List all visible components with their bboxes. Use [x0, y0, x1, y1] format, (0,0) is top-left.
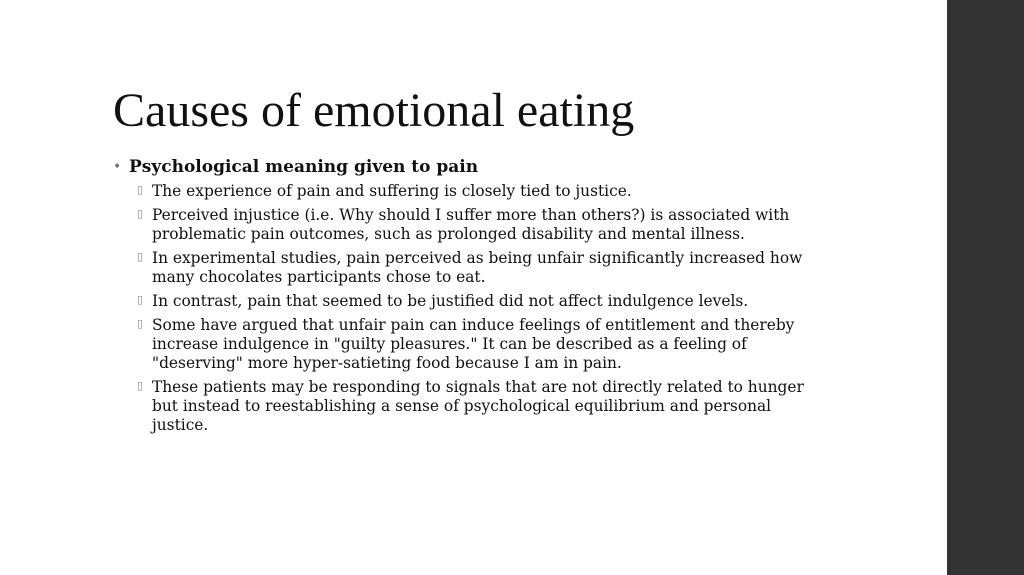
sub-bullet-icon: ▯ — [137, 293, 144, 306]
sub-bullet-icon: ▯ — [137, 250, 144, 263]
sub-bullet-icon: ▯ — [137, 379, 144, 392]
sub-bullet-list — [113, 182, 833, 435]
list-item — [113, 182, 832, 201]
side-bar — [947, 0, 1024, 575]
slide-content — [113, 156, 833, 440]
list-item-text: Some have argued that unfair pain can induce feelings of entitlement and thereby increase indulgence in "guilty pleasures." It can be described as a feeling of "deserving" more hyper-satieting food because I am in pain. — [152, 316, 795, 372]
list-item-text: Perceived injustice (i.e. Why should I suffer more than others?) is associated with problematic pain outcomes, such as prolonged disability and mental illness. — [152, 206, 790, 243]
slide-title: Causes of emotional eating — [113, 84, 635, 137]
sub-bullet-icon: ▯ — [137, 207, 144, 220]
bullet-dot-icon: • — [113, 159, 122, 175]
list-item-text: These patients may be responding to signals that are not directly related to hunger but instead to reestablishing a sense of psychological equilibrium and personal justice. — [152, 378, 804, 434]
sub-bullet-icon: ▯ — [137, 317, 144, 330]
list-item-text: In contrast, pain that seemed to be justified did not affect indulgence levels. — [152, 292, 749, 310]
bullet-heading — [113, 156, 833, 178]
list-item-text: In experimental studies, pain perceived as being unfair significantly increased how many chocolates participants chose to eat. — [152, 249, 803, 286]
list-item — [113, 206, 832, 244]
list-item — [113, 292, 832, 311]
sub-bullet-icon: ▯ — [137, 183, 144, 196]
list-item — [113, 316, 832, 373]
list-item — [113, 249, 832, 287]
list-item-text: The experience of pain and suffering is closely tied to justice. — [152, 182, 632, 200]
list-item — [113, 378, 832, 435]
bullet-heading-text: Psychological meaning given to pain — [129, 157, 479, 177]
